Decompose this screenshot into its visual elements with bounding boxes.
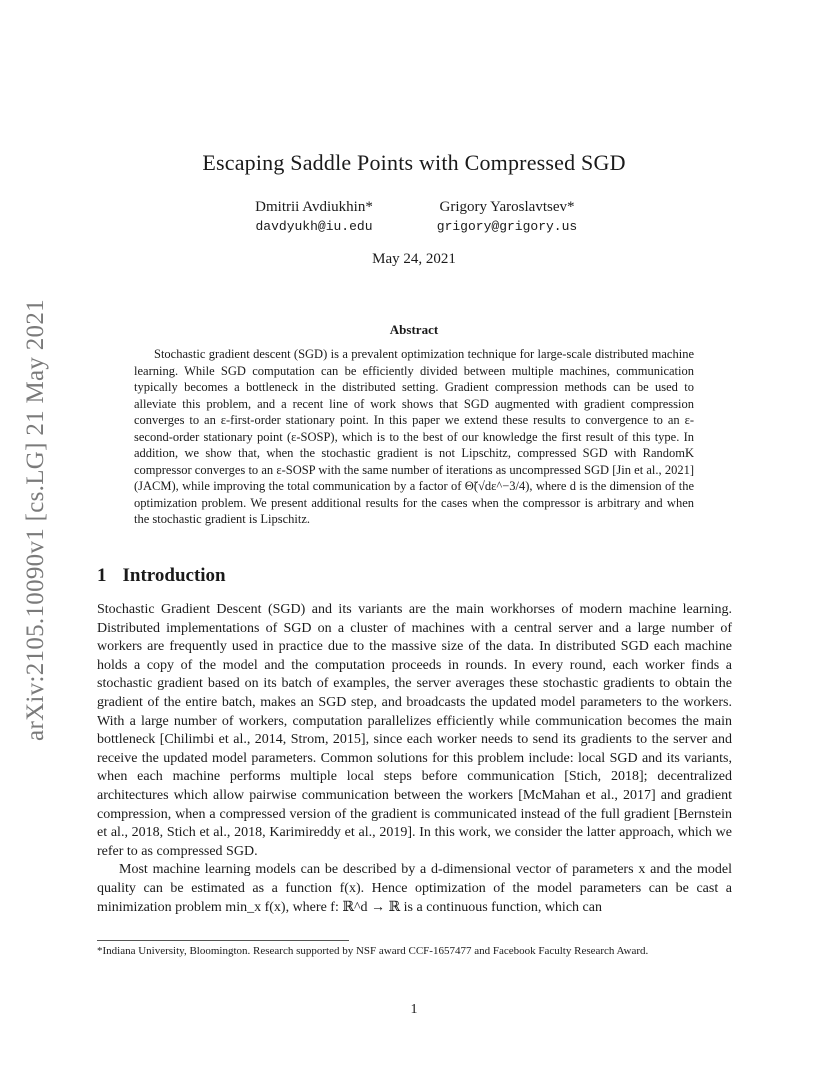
section-heading <box>97 565 226 587</box>
author-block <box>0 197 828 241</box>
author-1-name: Dmitrii Avdiukhin* <box>255 199 373 215</box>
author-2-email[interactable]: grigory@grigory.us <box>436 219 578 234</box>
paper-date: May 24, 2021 <box>372 251 456 267</box>
section-title: Introduction <box>122 565 226 586</box>
author-1-email[interactable]: davdyukh@iu.edu <box>255 219 373 234</box>
paragraph-1: Stochastic Gradient Descent (SGD) and its variants are the main workhorses of modern machine learning. Distributed implementations of SGD on a cluster of machines with a central server and a large number of workers are frequently used in practice due to the massive size of the data. In distributed SGD each machine holds a copy of the model and the computation proceeds in rounds. In every round, each worker finds a stochastic gradient based on its batch of examples, the server averages these stochastic gradients to obtain the gradient of the entire batch, makes an SGD step, and broadcasts the updated model parameters to the workers. With a large number of workers, computation parallelizes efficiently while communication becomes the main bottleneck [Chilimbi et al., 2014, Strom, 2015], since each worker needs to send its gradients to the server and receive the updated model parameters. Common solutions for this problem include: local SGD and its variants, when each machine performs multiple local steps before communication [Stich, 2018]; decentralized architectures which allow pairwise communication between the workers [McMahan et al., 2017] and gradient compression, when a compressed version of the gradient is communicated instead of the full gradient [Bernstein et al., 2018, Stich et al., 2018, Karimireddy et al., 2019]. In this work, we consider the latter approach, which we refer to as compressed SGD. <box>97 602 732 859</box>
page-number: 1 <box>410 1002 418 1017</box>
section-number: 1 <box>97 565 107 586</box>
author-2-name: Grigory Yaroslavtsev* <box>439 199 575 215</box>
abstract-heading: Abstract <box>389 322 439 337</box>
author-1 <box>228 197 400 237</box>
paper-title: Escaping Saddle Points with Compressed SGD <box>202 150 626 175</box>
section-body <box>97 601 732 917</box>
footnote: *Indiana University, Bloomington. Research supported by NSF award CCF-1657477 and Facebook Faculty Research Award. <box>97 945 649 957</box>
arxiv-stamp: arXiv:2105.10090v1 [cs.LG] 21 May 2021 <box>22 299 49 741</box>
author-2 <box>418 197 596 237</box>
paragraph-2: Most machine learning models can be described by a d-dimensional vector of parameters x and the model quality can be estimated as a function f(x). Hence optimization of the model parameters can be cast a minimization problem min_x f(x), where f: ℝ^d → ℝ is a continuous function, which can <box>97 862 732 915</box>
abstract-text: Stochastic gradient descent (SGD) is a prevalent optimization technique for large-scale distributed machine learning. While SGD computation can be efficiently divided between multiple machines, communication typically becomes a bottleneck in the distributed setting. Gradient compression methods can be used to alleviate this problem, and a recent line of work shows that SGD augmented with gradient compression converges to an ε-first-order stationary point. In this paper we extend these results to convergence to an ε-second-order stationary point (ε-SOSP), which is to the best of our knowledge the first result of this type. In addition, we show that, when the stochastic gradient is not Lipschitz, compressed SGD with RandomK compressor converges to an ε-SOSP with the same number of iterations as uncompressed SGD [Jin et al., 2021] (JACM), while improving the total communication by a factor of Θ̃(√dε^−3/4), where d is the dimension of the optimization problem. We present additional results for the cases when the compressor is arbitrary and when the stochastic gradient is Lipschitz. <box>134 347 694 526</box>
footnote-divider <box>97 940 349 941</box>
